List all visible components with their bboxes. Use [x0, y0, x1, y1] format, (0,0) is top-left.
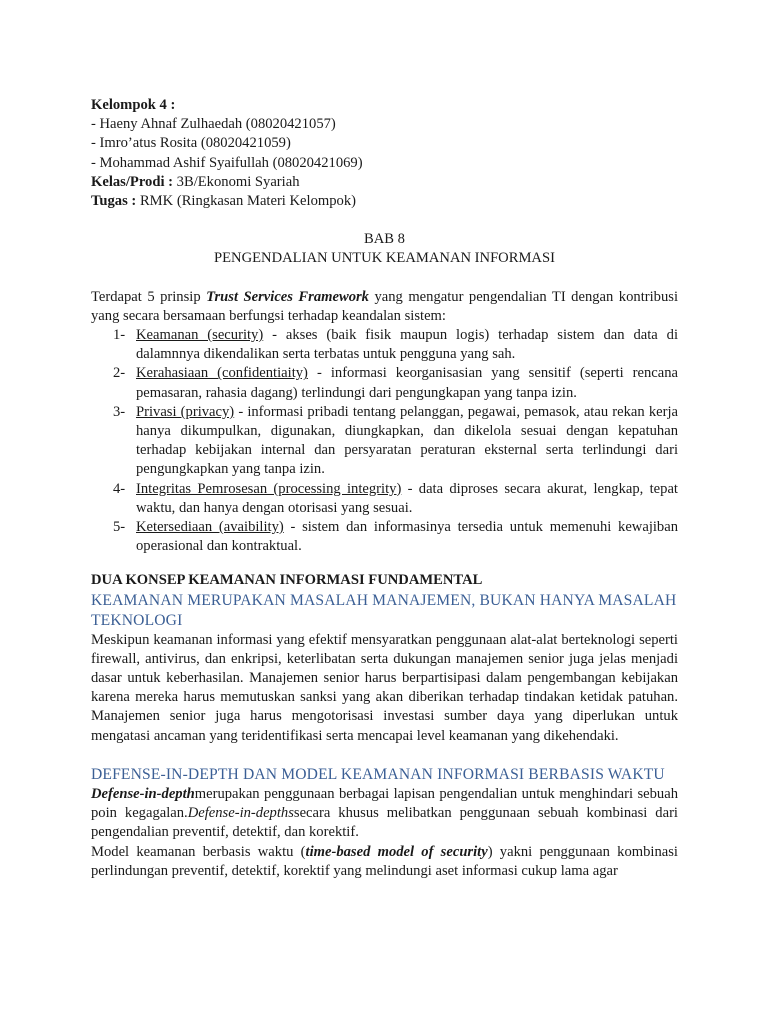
section-subheading: KEAMANAN MERUPAKAN MASALAH MANAJEMEN, BUKAN HANYA MASALAH TEKNOLOGI [91, 591, 677, 629]
principle-term: Privasi (privacy) [136, 403, 235, 420]
defense-term: Defense-in-depth [91, 785, 195, 802]
member-2: - Imro’atus Rosita (08020421059) [91, 135, 291, 152]
principles-list [91, 326, 678, 556]
task-label: Tugas : [91, 193, 137, 210]
principle-term: Kerahasiaan (confidentiaity) [136, 365, 308, 382]
principle-term: Ketersediaan (avaibility) [136, 519, 284, 536]
section-heading: DUA KONSEP KEAMANAN INFORMASI FUNDAMENTAL [91, 572, 483, 589]
task-value: RMK (Ringkasan Materi Kelompok) [136, 193, 356, 210]
intro-term: Trust Services Framework [206, 288, 369, 305]
section-paragraph: Meskipun keamanan informasi yang efektif mensyaratkan penggunaan alat-alat berteknologi seperti firewall, antivirus, dan enkripsi, keterlibatan serta dukungan manajemen senior juga jelas menjadi dasar untuk keberhasilan. Manajemen senior harus berpartisipasi dalam pengembangan kebijakan karena mereka harus memutuskan sanksi yang akan diberikan terhadap tindakan ketidak patuhan. Manajemen senior juga harus mengotorisasi investasi sumber daya yang diperlukan untuk mengatasi ancaman yang teridentifikasi serta mencapai level keamanan yang dikehendaki. [91, 631, 678, 744]
list-item: 2- Kerahasiaan (confidentiaity) - informasi keorganisasian yang sensitif (seperti rencana pemasaran, rahasia dagang) terlindungi dari pengungkapan yang tanpa izin. [113, 365, 679, 401]
chapter-title: PENGENDALIAN UNTUK KEAMANAN INFORMASI [214, 250, 555, 267]
intro-paragraph: Terdapat 5 prinsip Trust Services Framework yang mengatur pengendalian TI dengan kontribusi yang secara bersamaan berfungsi terhadap keandalan sistem: [91, 288, 678, 324]
class-label: Kelas/Prodi : [91, 173, 174, 190]
time-model-term: time-based model of security [305, 843, 488, 860]
list-item: 3- Privasi (privacy) - informasi pribadi tentang pelanggan, pegawai, pemasok, atau rekan kerja hanya dikumpulkan, digunakan, diungkapkan, dan dikelola sesuai dengan kepatuhan terhadap kebijakan internal dan persyaratan peraturan eksternal serta terlindungi dari pengungkapkan yang tanpa izin. [113, 403, 678, 478]
group-info [91, 96, 678, 211]
class-line [91, 173, 678, 192]
principle-term: Keamanan (security) [136, 327, 264, 344]
section-subheading: DEFENSE-IN-DEPTH DAN MODEL KEAMANAN INFORMASI BERBASIS WAKTU [91, 765, 665, 783]
time-model-paragraph: Model keamanan berbasis waktu (time-based model of security) yakni penggunaan kombinasi perlindungan preventif, detektif, korektif yang melindungi aset informasi cukup lama agar [91, 843, 678, 879]
group-label: Kelompok 4 : [91, 97, 176, 113]
class-value: 3B/Ekonomi Syariah [173, 173, 300, 190]
member-1: - Haeny Ahnaf Zulhaedah (08020421057) [91, 116, 336, 133]
defense-term-2: Defense-in-depths [187, 805, 294, 822]
list-item: 1- Keamanan (security) - akses (baik fisik maupun logis) terhadap sistem dan data di dalamnnya dikendalikan serta terbatas untuk pengguna yang sah. [113, 327, 678, 363]
chapter-number: BAB 8 [364, 231, 405, 248]
defense-paragraph: Defense-in-depthmerupakan penggunaan berbagai lapisan pengendalian untuk menghindari sebuah poin kegagalan.Defense-in-depthssecara khusus melibatkan penggunaan sebuah kombinasi dari pengendalian preventif, detektif, dan korektif. [91, 785, 678, 841]
member-3: - Mohammad Ashif Syaifullah (08020421069) [91, 154, 363, 171]
principle-term: Integritas Pemrosesan (processing integrity) [136, 480, 402, 497]
list-item: 4- Integritas Pemrosesan (processing integrity) - data diproses secara akurat, lengkap, tepat waktu, dan hanya dengan otorisasi yang sesuai. [113, 480, 678, 516]
list-item: 5- Ketersediaan (avaibility) - sistem dan informasinya tersedia untuk memenuhi kewajiban operasional dan kontraktual. [113, 519, 678, 555]
task-line [91, 192, 678, 211]
document-page [91, 96, 678, 881]
